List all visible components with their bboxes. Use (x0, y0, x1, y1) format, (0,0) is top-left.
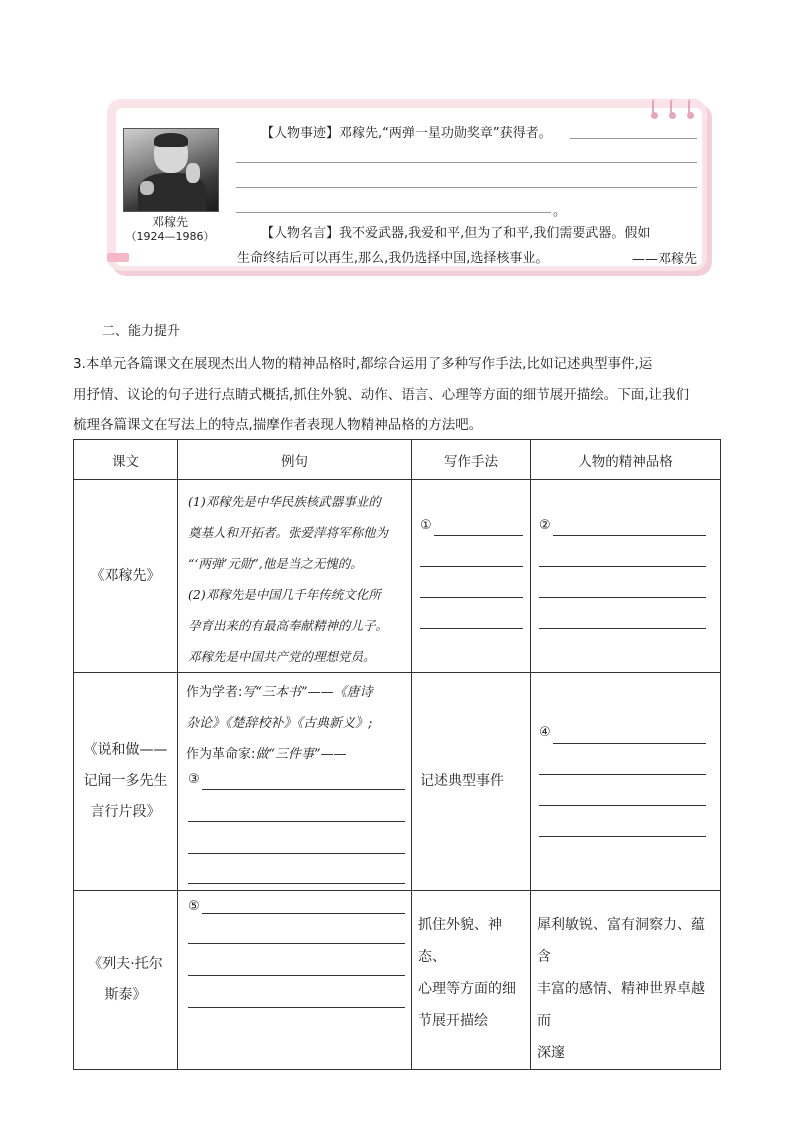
technique-cell: 记述典型事件 (412, 673, 531, 891)
table-header-row (74, 440, 721, 480)
example-line: 奠基人和开拓者。张爱萍将军称他为 (188, 525, 389, 540)
example-line: (2)邓稼先是中国几千年传统文化所 (188, 587, 381, 602)
analysis-table (73, 439, 721, 1070)
answer-line[interactable] (420, 628, 523, 629)
blank-number-4: ④ (539, 725, 551, 740)
revolution-text: 做“三件事”—— (255, 747, 347, 762)
answer-line[interactable] (188, 821, 405, 822)
quality-answer-cell[interactable] (531, 480, 721, 673)
table-row (74, 891, 721, 1070)
question-paragraph-line: 梳理各篇课文在写法上的特点,揣摩作者表现人物精神品格的方法吧。 (73, 417, 483, 433)
answer-line[interactable] (539, 597, 706, 598)
course-line: 《列夫·托尔 (88, 956, 163, 972)
example-line: 邓稼先是中国共产党的理想党员。 (188, 649, 376, 664)
example-line: 孕育出来的有最高奉献精神的儿子。 (188, 618, 389, 633)
example-line: “‘两弹’元勋”,他是当之无愧的。 (188, 556, 363, 571)
header-quality: 人物的精神品格 (531, 440, 721, 480)
header-technique: 写作手法 (412, 440, 531, 480)
header-course: 课文 (74, 440, 178, 480)
answer-line[interactable] (539, 774, 706, 775)
quote-signature: ——邓稼先 (632, 252, 698, 267)
answer-line[interactable] (553, 743, 706, 744)
course-line: 斯泰》 (104, 987, 147, 1003)
course-line: 记闻一多先生 (83, 773, 168, 789)
quality-line: 丰富的感情、精神世界卓越而 (537, 981, 705, 1029)
answer-line[interactable] (420, 566, 523, 567)
table-row (74, 673, 721, 891)
scholar-line-2: 杂论》《楚辞校补》《古典新义》; (186, 716, 373, 731)
answer-line[interactable] (434, 535, 523, 536)
binder-ring-icon (688, 99, 694, 119)
deeds-line (261, 122, 552, 141)
deeds-blank-line (236, 212, 551, 213)
example-cell (178, 480, 412, 673)
question-paragraph-line: 3.本单元各篇课文在展现杰出人物的精神品格时,都综合运用了多种写作手法,比如记述典型事件,运 (73, 356, 653, 372)
blank-number-1: ① (420, 518, 432, 533)
answer-line[interactable] (188, 1007, 405, 1008)
revolution-line (186, 739, 403, 770)
answer-line[interactable] (420, 597, 523, 598)
binder-ring-icon (652, 99, 658, 119)
example-line: (1)邓稼先是中华民族核武器事业的 (188, 494, 381, 509)
quote-line-2: 生命终结后可以再生,那么,我仍选择中国,选择核事业。 (237, 251, 549, 266)
course-line: 言行片段》 (90, 804, 161, 820)
quote-label: 【人物名言】 (261, 226, 340, 241)
technique-cell (412, 891, 531, 1070)
quote-line-1 (261, 222, 650, 241)
header-example: 例句 (178, 440, 412, 480)
technique-answer-cell[interactable] (412, 480, 531, 673)
technique-line: 心理等方面的细 (418, 981, 516, 997)
scholar-line (186, 677, 403, 708)
deeds-blank-line (236, 162, 697, 163)
quality-answer-cell[interactable] (531, 673, 721, 891)
revolution-label: 作为革命家: (186, 747, 256, 762)
deeds-blank-line (570, 138, 697, 139)
portrait-photo (123, 128, 219, 212)
course-line: 《说和做—— (83, 742, 168, 758)
scholar-label: 作为学者: (186, 685, 243, 700)
deeds-label: 【人物事迹】 (261, 126, 340, 141)
table-row (74, 480, 721, 673)
answer-line[interactable] (188, 943, 405, 944)
portrait-years: （1924—1986） (125, 230, 215, 243)
blank-number-3: ③ (188, 772, 200, 787)
quality-cell (531, 891, 721, 1070)
scholar-text: 写“三本书”——《唐诗 (242, 685, 373, 700)
deeds-end-mark: 。 (553, 204, 567, 219)
quote-text-1: 我不爱武器,我爱和平,但为了和平,我们需要武器。假如 (339, 226, 651, 241)
question-paragraph-line: 用抒情、议论的句子进行点睛式概括,抓住外貌、动作、语言、心理等方面的细节展开描绘。下面,让我们 (73, 387, 690, 403)
answer-line[interactable] (188, 853, 405, 854)
binder-ring-icon (670, 99, 676, 119)
course-shuo-he-zuo (74, 673, 178, 891)
answer-line[interactable] (202, 913, 405, 914)
answer-line[interactable] (539, 566, 706, 567)
card-side-tab (107, 253, 129, 262)
answer-line[interactable] (539, 836, 706, 837)
course-deng-jiaxian: 《邓稼先》 (74, 480, 178, 673)
example-cell (178, 673, 412, 891)
example-answer-cell[interactable] (178, 891, 412, 1070)
deeds-text: 邓稼先,“两弹一星功勋奖章”获得者。 (339, 126, 552, 141)
technique-line: 节展开描绘 (418, 1013, 488, 1029)
answer-line[interactable] (539, 628, 706, 629)
blank-number-2: ② (539, 518, 551, 533)
answer-line[interactable] (202, 789, 405, 790)
technique-line: 抓住外貌、神态、 (418, 917, 502, 965)
answer-line[interactable] (188, 975, 405, 976)
quality-line: 犀利敏锐、富有洞察力、蕴含 (537, 917, 705, 965)
section-title: 二、能力提升 (102, 324, 181, 339)
quality-line: 深邃 (537, 1045, 565, 1061)
portrait-name: 邓稼先 (151, 215, 188, 229)
answer-line[interactable] (539, 805, 706, 806)
blank-number-5: ⑤ (188, 899, 200, 914)
deeds-blank-line (236, 187, 697, 188)
answer-line[interactable] (188, 883, 405, 884)
course-tolstoy (74, 891, 178, 1070)
answer-line[interactable] (553, 535, 706, 536)
